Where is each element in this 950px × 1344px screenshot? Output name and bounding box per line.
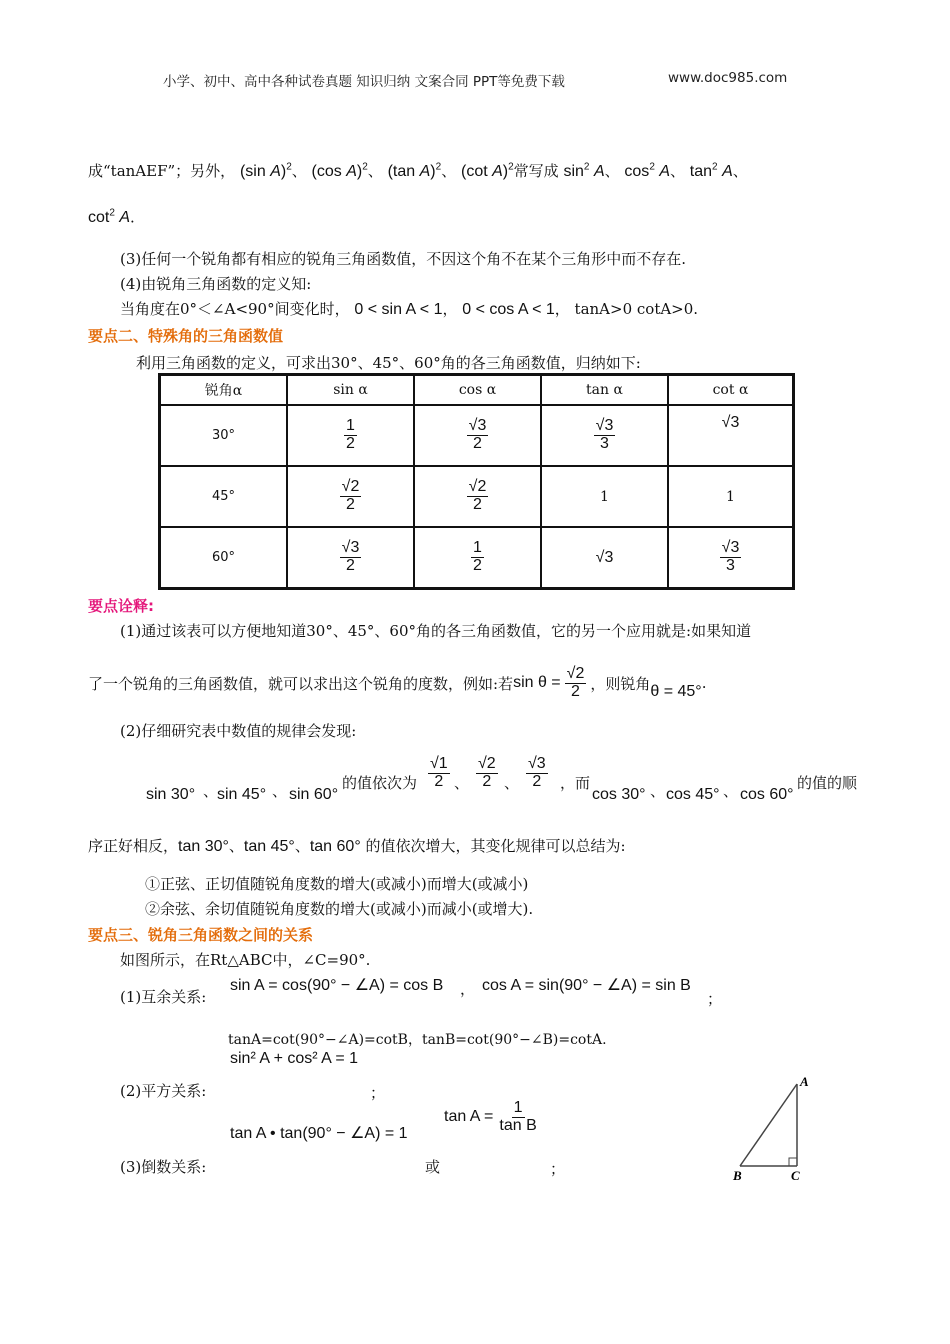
table-row	[160, 466, 793, 527]
note-4-body: 当角度在0°＜∠A<90°间变化时， 0 < sin A < 1， 0 < cos A < 1， tanA>0 cotA>0.	[120, 300, 699, 318]
section3-heading: 要点三、锐角三角函数之间的关系	[88, 926, 314, 944]
header-cot: cot α	[668, 375, 793, 405]
vertex-b-label: B	[733, 1168, 742, 1183]
header-sin: sin α	[287, 375, 414, 405]
line1: 成“tanAEF”；另外， (sin A)$^2$、 (cos A)$^2$、 (tan A)$^2$、 (cot A)$^2$常写成 $\sin^2 A$、 $\cos^2 A$、 $\tan^2 A$、	[88, 161, 748, 180]
cell-angle: 60°	[160, 527, 287, 588]
section2-heading: 要点二、特殊角的三角函数值	[88, 327, 284, 345]
explain-p1-line2: 了一个锐角的三角函数值，就可以求出这个锐角的度数，例如:若 sin θ = $\frac{√2}{2}$ ，则锐角 θ = 45° .	[88, 664, 707, 700]
rule-2: ②余弦、余切值随锐角度数的增大(或减小)而减小(或增大).	[145, 900, 534, 918]
r3-eq1: tan A • tan(90° − ∠A) = 1	[230, 1125, 408, 1142]
cell-value: $\frac{√3}{2}$	[414, 405, 541, 466]
cell-value: 1	[541, 466, 668, 527]
explain-p2-line-b: 序正好相反，tan 30°、tan 45°、tan 60° 的值依次增大，其变化规律可以总结为:	[88, 837, 626, 855]
r3-label: (3)倒数关系:	[120, 1158, 207, 1176]
cell-value: $\frac{√2}{2}$	[414, 466, 541, 527]
r2-end: ；	[370, 1084, 386, 1102]
r1-eq2: cos A = sin(90° − ∠A) = sin B	[482, 977, 691, 994]
r2-eq: sin² A + cos² A = 1	[230, 1050, 359, 1067]
line2: $\cot^2 A$.	[88, 208, 135, 227]
header-text: 小学、初中、高中各种试卷真题 知识归纳 文案合同 PPT等免费下载	[163, 74, 565, 90]
cell-value: $\frac{1}{2}$	[287, 405, 414, 466]
cell-angle: 30°	[160, 405, 287, 466]
r3-or: 或	[425, 1158, 441, 1176]
r1-label: (1)互余关系:	[120, 988, 207, 1006]
r3-end: ；	[550, 1160, 566, 1178]
cell-value: $\frac{√2}{2}$	[287, 466, 414, 527]
header-angle: 锐角α	[160, 375, 287, 405]
line1-prefix: 成“tanAEF”；另外，	[88, 162, 236, 180]
cell-value: $\frac{√3}{3}$	[668, 527, 793, 588]
header-url[interactable]: www.doc985.com	[668, 70, 788, 86]
cell-value: $\frac{1}{2}$	[414, 527, 541, 588]
header-tan: tan α	[541, 375, 668, 405]
table-row	[160, 527, 793, 588]
explain-heading: 要点诠释:	[88, 597, 154, 615]
r1-end: ；	[707, 990, 723, 1008]
header-cos: cos α	[414, 375, 541, 405]
note-3: (3)任何一个锐角都有相应的锐角三角函数值，不因这个角不在某个三角形中而不存在.	[120, 250, 687, 268]
cell-angle: 45°	[160, 466, 287, 527]
cell-value: √3	[668, 405, 793, 466]
r1-line2: tanA=cot(90°−∠A)=cotB，tanB=cot(90°−∠B)=cotA.	[228, 1032, 607, 1048]
cell-value: √3	[541, 527, 668, 588]
triangle-figure	[725, 1070, 815, 1185]
section2-intro: 利用三角函数的定义，可求出30°、45°、60°角的各三角函数值，归纳如下:	[136, 354, 641, 372]
table-row	[160, 405, 793, 466]
cell-value: $\frac{√3}{3}$	[541, 405, 668, 466]
cell-value: $\frac{√3}{2}$	[287, 527, 414, 588]
vertex-a-label: A	[800, 1074, 809, 1089]
explain-p1-line1: (1)通过该表可以方便地知道30°、45°、60°角的各三角函数值，它的另一个应用就是:如果知道	[120, 622, 752, 640]
r2-label: (2)平方关系:	[120, 1082, 207, 1100]
explain-p2-title: (2)仔细研究表中数值的规律会发现:	[120, 722, 357, 740]
explain-p2-line: sin 30° 、 sin 45° 、 sin 60° 的值依次为 $\frac{√1}{2}$ 、 $\frac{√2}{2}$ 、 $\frac{√3}{2}$ ，而 cos 30° 、 cos 45° 、 cos 60° 的值的顺	[146, 755, 858, 803]
r3-eq2: tan A = $\frac{1}{\text{tan B}}$	[444, 1099, 537, 1134]
rule-1: ①正弦、正切值随锐角度数的增大(或减小)而增大(或减小)	[145, 875, 529, 893]
section3-intro: 如图所示，在Rt△ABC中，∠C=90°.	[120, 951, 371, 969]
vertex-c-label: C	[791, 1168, 800, 1183]
r1-sep: ，	[460, 980, 476, 998]
note-4-title: (4)由锐角三角函数的定义知:	[120, 275, 312, 293]
r1-eq1: sin A = cos(90° − ∠A) = cos B	[230, 977, 444, 994]
trig-table	[158, 373, 795, 590]
cell-value: 1	[668, 466, 793, 527]
